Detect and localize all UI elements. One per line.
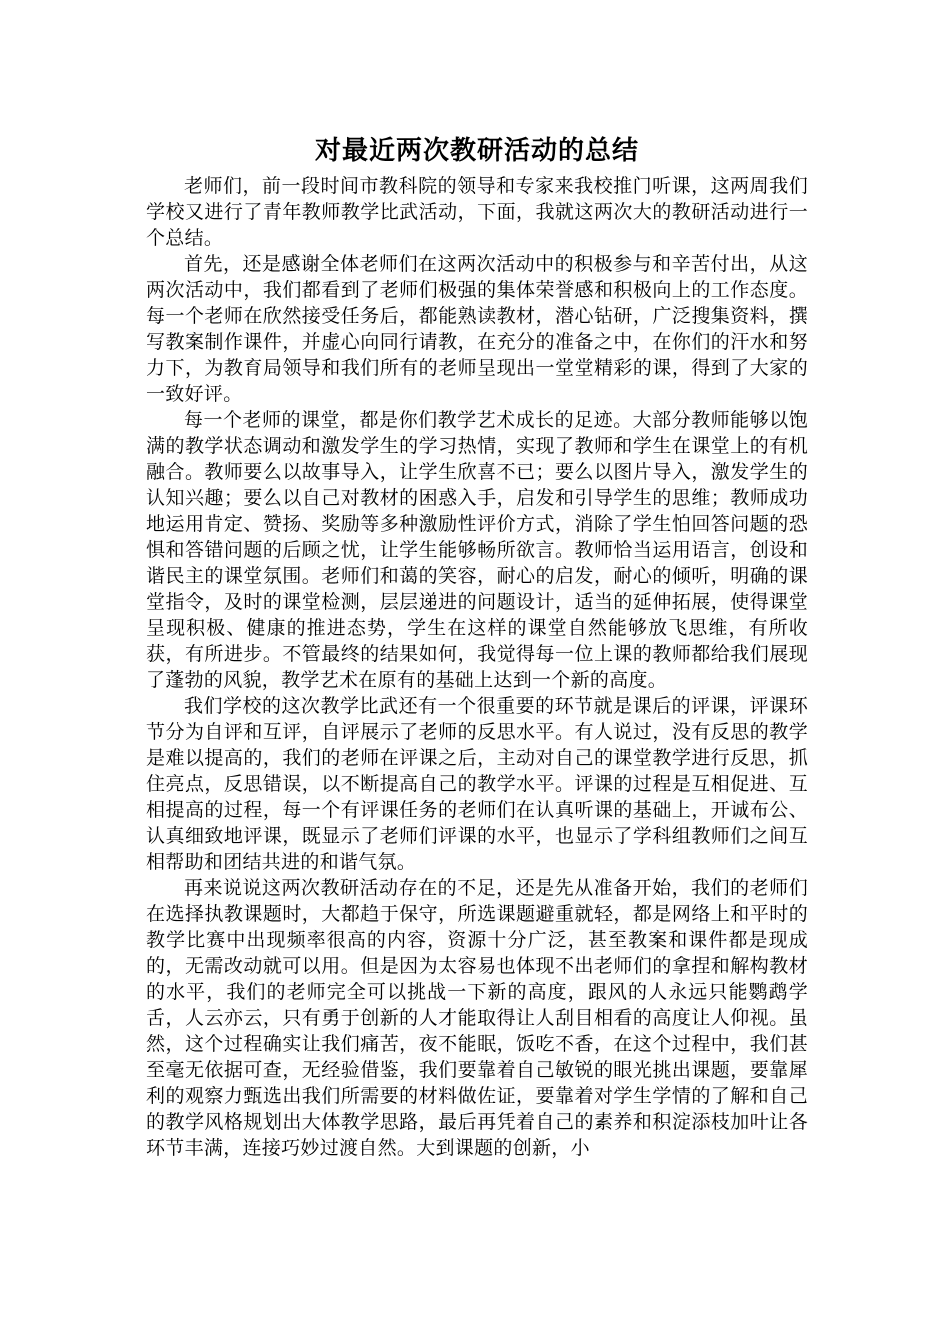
- paragraph-thanks: 首先，还是感谢全体老师们在这两次活动中的积极参与和辛苦付出，从这两次活动中，我们都看到了老师们极强的集体荣誉感和积极向上的工作态度。每一个老师在欣然接受任务后，都能熟读教材，潜心钻研，广泛搜集资料，撰写教案制作课件，并虚心向同行请教，在充分的准备之中，在你们的汗水和努力下，为教育局领导和我们所有的老师呈现出一堂堂精彩的课，得到了大家的一致好评。: [146, 253, 808, 405]
- paragraph-evaluation: 我们学校的这次教学比武还有一个很重要的环节就是课后的评课，评课环节分为自评和互评，自评展示了老师的反思水平。有人说过，没有反思的教学是难以提高的，我们的老师在评课之后，主动对自己的课堂教学进行反思，抓住亮点，反思错误，以不断提高自己的教学水平。评课的过程是互相促进、互相提高的过程，每一个有评课任务的老师们在认真听课的基础上，开诚布公、认真细致地评课，既显示了老师们评课的水平，也显示了学科组教师们之间互相帮助和团结共进的和谐气氛。: [146, 695, 808, 873]
- paragraph-shortcomings: 再来说说这两次教研活动存在的不足，还是先从准备开始，我们的老师们在选择执教课题时，大都趋于保守，所选课题避重就轻，都是网络上和平时的教学比赛中出现频率很高的内容，资源十分广泛，甚至教案和课件都是现成的，无需改动就可以用。但是因为太容易也体现不出老师们的拿捏和解构教材的水平，我们的老师完全可以挑战一下新的高度，跟风的人永远只能鹦鹉学舌，人云亦云，只有勇于创新的人才能取得让人刮目相看的高度让人仰视。虽然，这个过程确实让我们痛苦，夜不能眠，饭吃不香，在这个过程中，我们甚至毫无依据可查，无经验借鉴，我们要靠着自己敏锐的眼光挑出课题，要靠犀利的观察力甄选出我们所需要的材料做佐证，要靠着对学生学情的了解和自己的教学风格规划出大体教学思路，最后再凭着自己的素养和积淀添枝加叶让各环节丰满，连接巧妙过渡自然。大到课题的创新，小: [146, 877, 808, 1159]
- paragraph-classroom: 每一个老师的课堂，都是你们教学艺术成长的足迹。大部分教师能够以饱满的教学状态调动和激发学生的学习热情，实现了教师和学生在课堂上的有机融合。教师要么以故事导入，让学生欣喜不已；要么以图片导入，激发学生的认知兴趣；要么以自己对教材的困惑入手，启发和引导学生的思维；教师成功地运用肯定、赞扬、奖励等多种激励性评价方式，消除了学生怕回答问题的恐惧和答错问题的后顾之忧，让学生能够畅所欲言。教师恰当运用语言，创设和谐民主的课堂氛围。老师们和蔼的笑容，耐心的启发，耐心的倾听，明确的课堂指令，及时的课堂检测，层层递进的问题设计，适当的延伸拓展，使得课堂呈现积极、健康的推进态势，学生在这样的课堂自然能够放飞思维，有所收获，有所进步。不管最终的结果如何，我觉得每一位上课的教师都给我们展现了蓬勃的风貌，教学艺术在原有的基础上达到一个新的高度。: [146, 409, 808, 691]
- document-title: 对最近两次教研活动的总结: [314, 136, 639, 166]
- document-page: [146, 131, 808, 1161]
- paragraph-intro: 老师们，前一段时间市教科院的领导和专家来我校推门听课，这两周我们学校又进行了青年教师教学比武活动，下面，我就这两次大的教研活动进行一个总结。: [146, 175, 808, 249]
